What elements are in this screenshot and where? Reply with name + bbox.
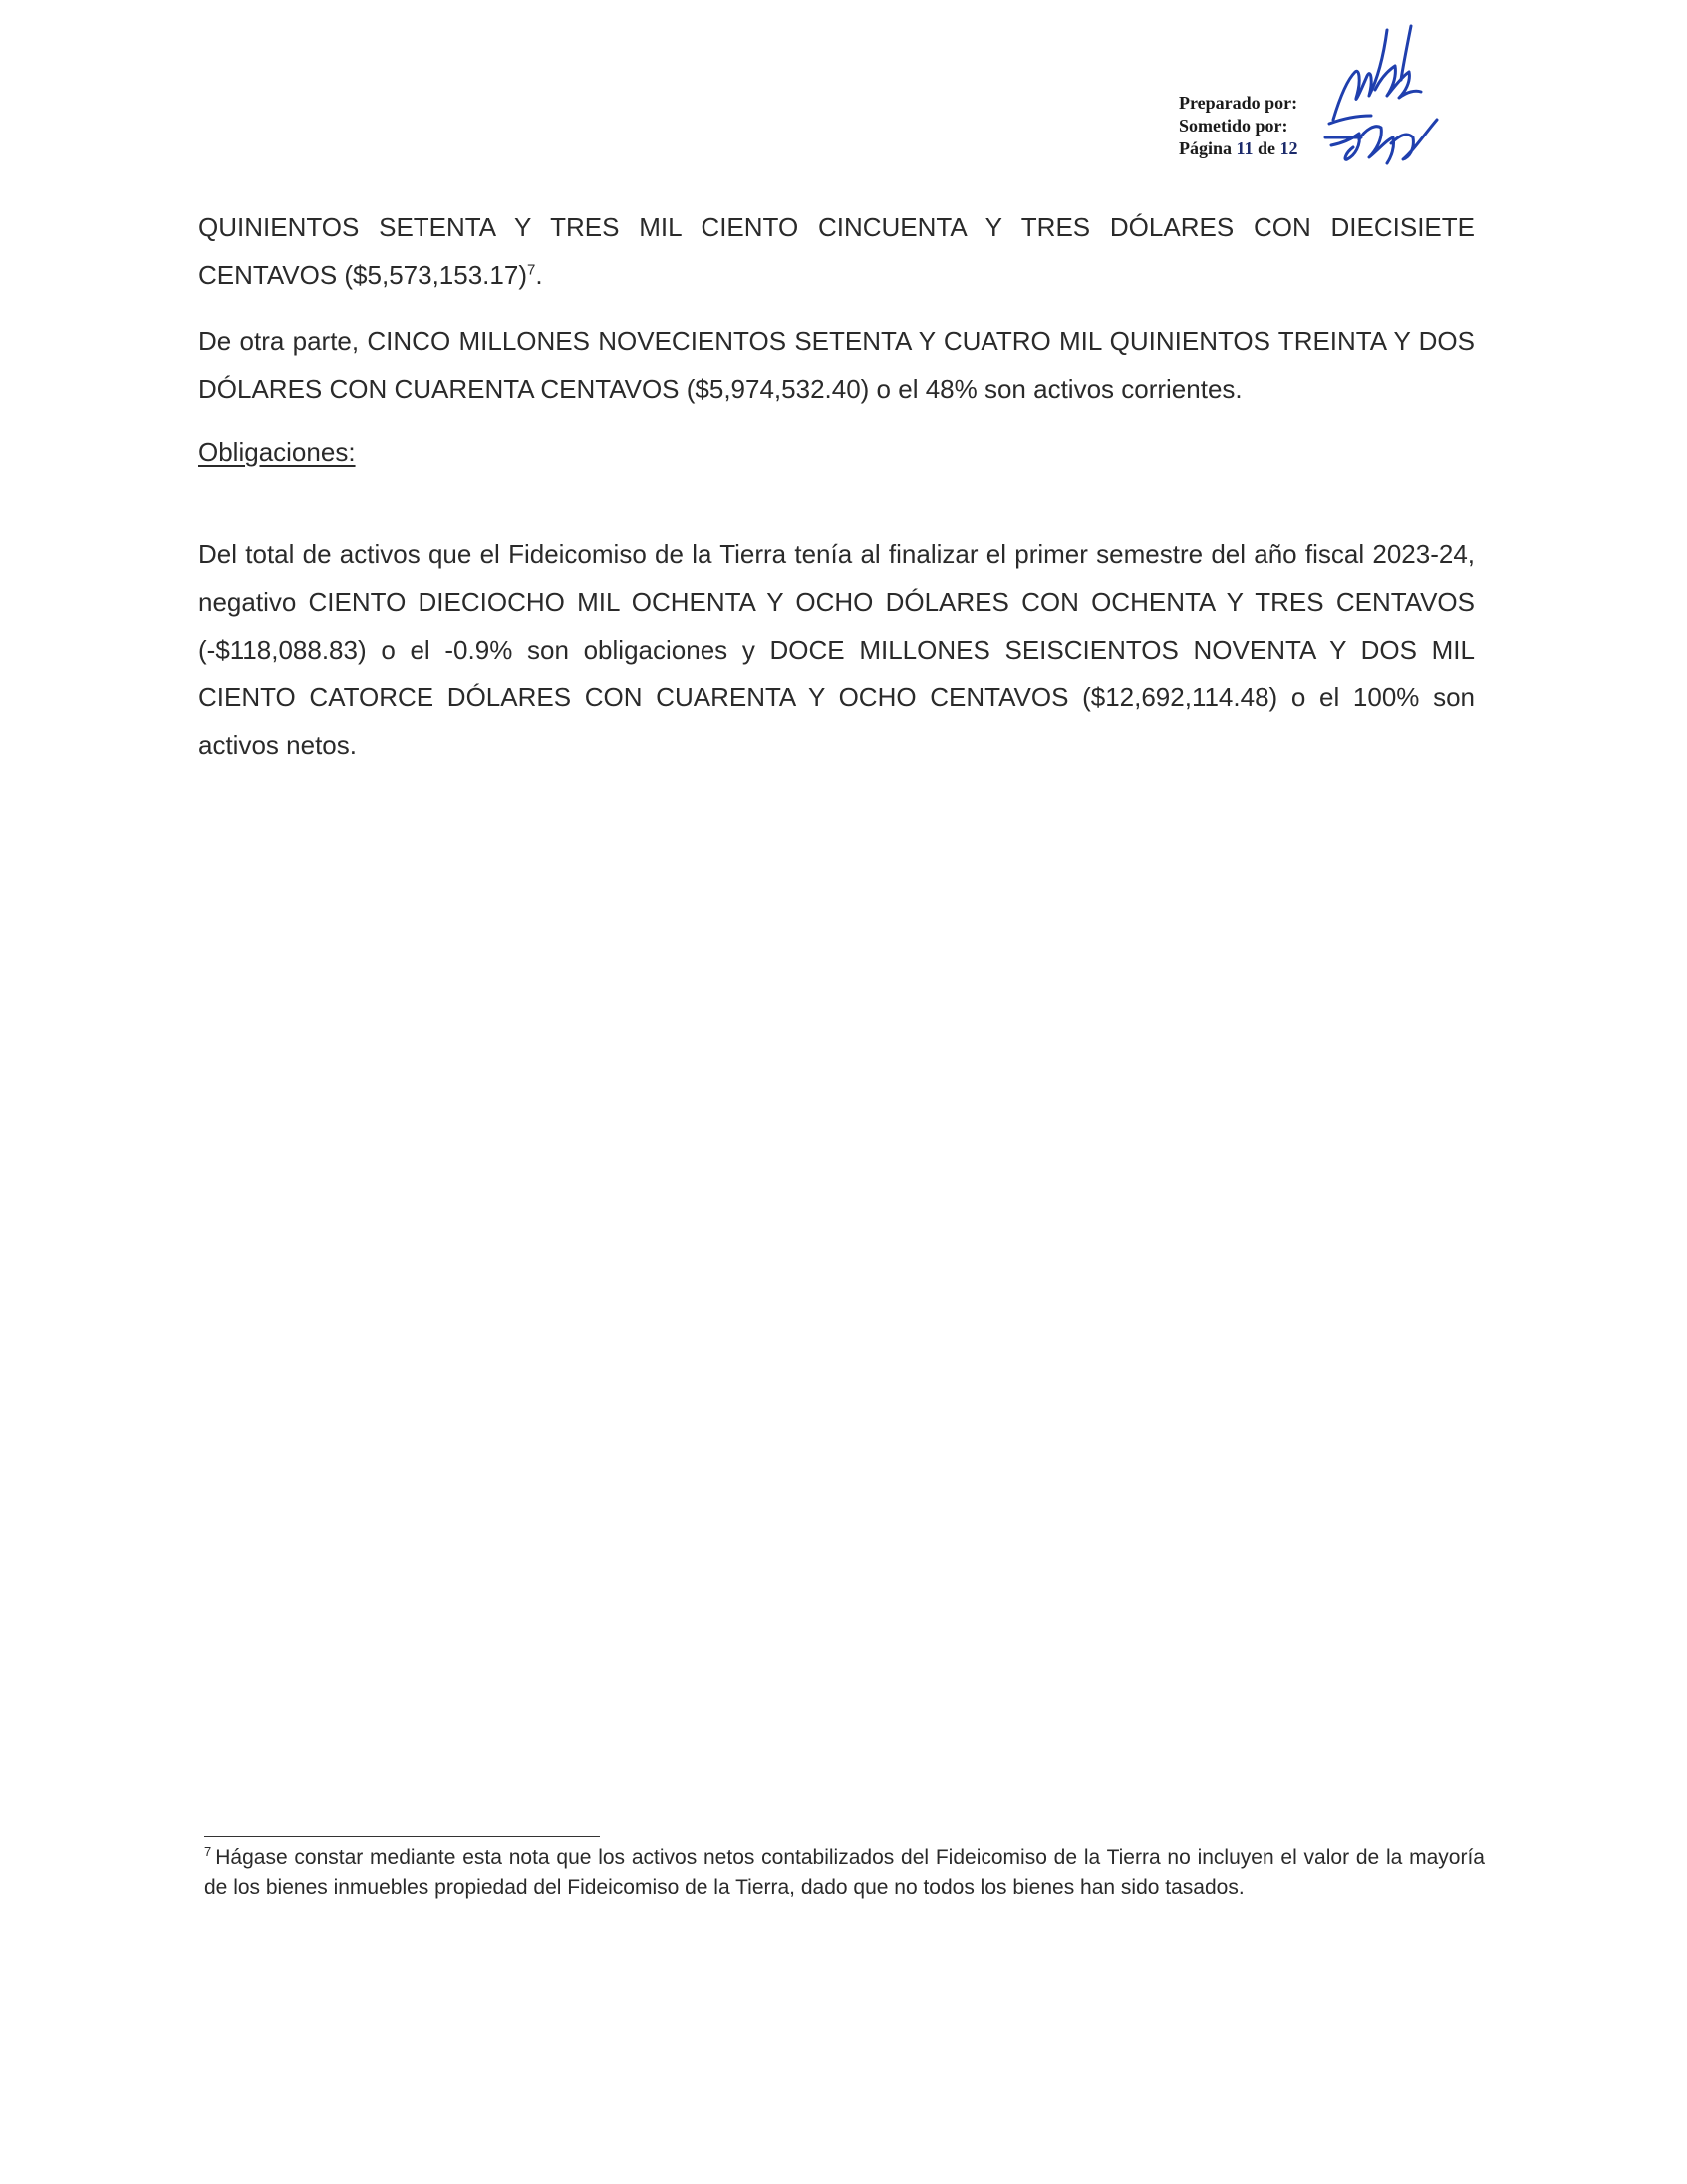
page-total: 12 <box>1279 138 1298 158</box>
footnote-text: Hágase constar mediante esta nota que los activos netos contabilizados del Fideicomiso de la Tierra no incluyen el valor de la mayoría de los bienes inmuebles propiedad del Fideicomiso de la Tierra, dado que no todos los bienes han sido tasados. <box>204 1846 1485 1899</box>
continuation-end: . <box>535 260 543 290</box>
page-of: de <box>1258 138 1276 158</box>
footnote <box>204 1843 1485 1903</box>
continuation-paragraph <box>198 203 1475 299</box>
footnote-reference[interactable]: 7 <box>526 261 536 279</box>
obligations-heading: Obligaciones: <box>198 437 356 467</box>
current-assets-paragraph: De otra parte, CINCO MILLONES NOVECIENTOS SETENTA Y CUATRO MIL QUINIENTOS TREINTA Y DOS DÓLARES CON CUARENTA CENTAVOS ($5,974,532.40) o el 48% son activos corrientes. <box>198 326 1475 404</box>
page-prefix: Página <box>1179 138 1233 158</box>
page-current: 11 <box>1236 138 1254 158</box>
footnote-number: 7 <box>204 1844 212 1859</box>
signature-initials-icon <box>1325 20 1445 169</box>
footnote-divider <box>204 1836 600 1837</box>
obligations-paragraph: Del total de activos que el Fideicomiso de la Tierra tenía al finalizar el primer semestre del año fiscal 2023-24, negativo CIENTO DIECIOCHO MIL OCHENTA Y OCHO DÓLARES CON OCHENTA Y TRES CENTAVOS (-$118,088.83) o el -0.9% son obligaciones y DOCE MILLONES SEISCIENTOS NOVENTA Y DOS MIL CIENTO CATORCE DÓLARES CON CUARENTA Y OCHO CENTAVOS ($12,692,114.48) o el 100% son activos netos. <box>198 539 1475 760</box>
submitted-by-label: Sometido por: <box>1179 116 1288 136</box>
prepared-by-label: Preparado por: <box>1179 93 1298 113</box>
continuation-text: QUINIENTOS SETENTA Y TRES MIL CIENTO CINCUENTA Y TRES DÓLARES CON DIECISIETE CENTAVOS ($5,573,153.17) <box>198 212 1475 290</box>
